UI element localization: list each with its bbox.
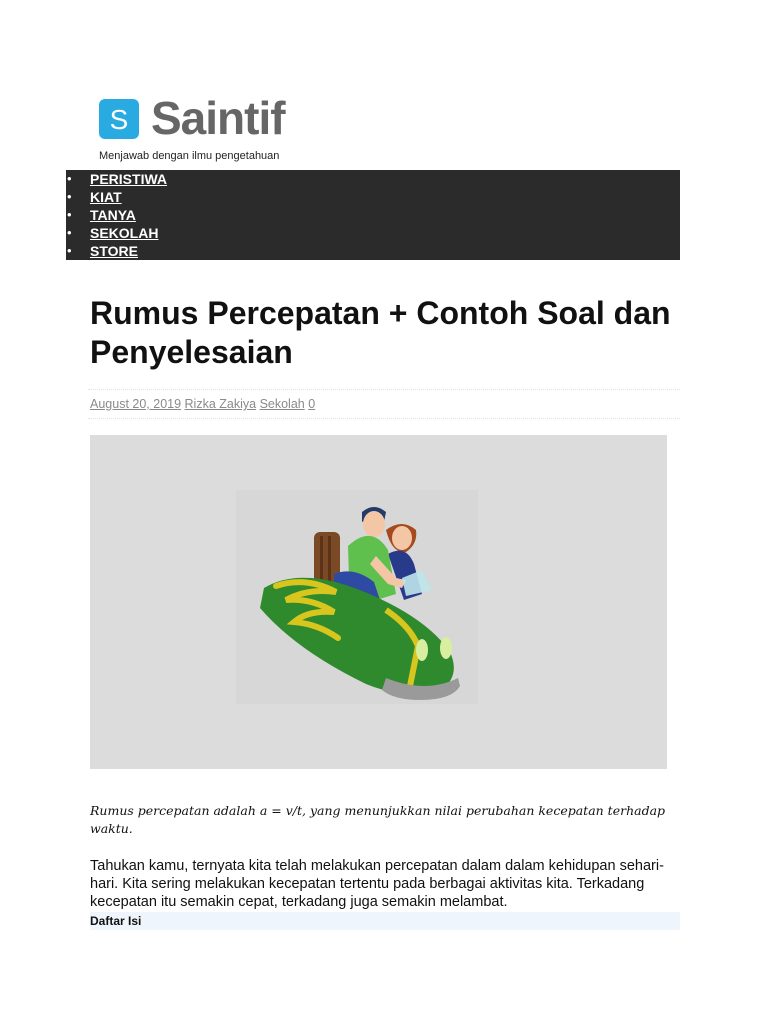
- article-title: Rumus Percepatan + Contoh Soal dan Penyelesaian: [90, 295, 671, 370]
- comments-count-link[interactable]: 0: [308, 397, 316, 411]
- article-meta: [88, 389, 680, 419]
- nav-bullet: •: [67, 207, 72, 222]
- nav-bullet: •: [67, 225, 72, 240]
- nav-item-tanya: [66, 206, 266, 224]
- site-name: Saintif: [151, 92, 285, 144]
- nav-link-sekolah[interactable]: SEKOLAH: [90, 225, 159, 241]
- nav-item-sekolah: [66, 224, 266, 242]
- table-of-contents[interactable]: [90, 912, 680, 930]
- roller-coaster-car-illustration: [236, 490, 478, 704]
- logo-badge: [99, 99, 139, 139]
- nav-bullet: •: [67, 243, 72, 258]
- article-paragraph: Tahukan kamu, ternyata kita telah melakukan percepatan dalam dalam kehidupan sehari-hari. Kita sering melakukan kecepatan tertentu pada berbagai aktivitas kita. Terkadang kecepatan itu semakin cepat, terkadang juga semakin melambat.: [90, 857, 664, 910]
- nav-bullet: •: [67, 189, 72, 204]
- nav-item-store: [66, 242, 266, 260]
- featured-image: [90, 435, 667, 769]
- illustration-frame: [236, 490, 478, 704]
- main-nav: [66, 170, 680, 260]
- post-date-link[interactable]: August 20, 2019: [90, 397, 182, 411]
- s-logo-icon: [99, 99, 139, 139]
- nav-item-kiat: [66, 188, 266, 206]
- author-link[interactable]: Rizka Zakiya: [184, 397, 257, 411]
- nav-link-peristiwa[interactable]: PERISTIWA: [90, 171, 168, 187]
- toc-label: Daftar Isi: [90, 914, 142, 928]
- nav-link-store[interactable]: STORE: [90, 243, 138, 259]
- site-tagline: Menjawab dengan ilmu pengetahuan: [99, 150, 280, 162]
- svg-text:S: S: [109, 104, 129, 135]
- nav-link-tanya[interactable]: TANYA: [90, 207, 136, 223]
- image-caption: Rumus percepatan adalah a = v/t, yang menunjukkan nilai perubahan kecepatan terhadap waktu.: [90, 802, 666, 836]
- site-logo[interactable]: [99, 92, 319, 168]
- nav-item-peristiwa: [66, 170, 266, 188]
- nav-bullet: •: [67, 171, 72, 186]
- nav-link-kiat[interactable]: KIAT: [90, 189, 122, 205]
- category-link[interactable]: Sekolah: [259, 397, 305, 411]
